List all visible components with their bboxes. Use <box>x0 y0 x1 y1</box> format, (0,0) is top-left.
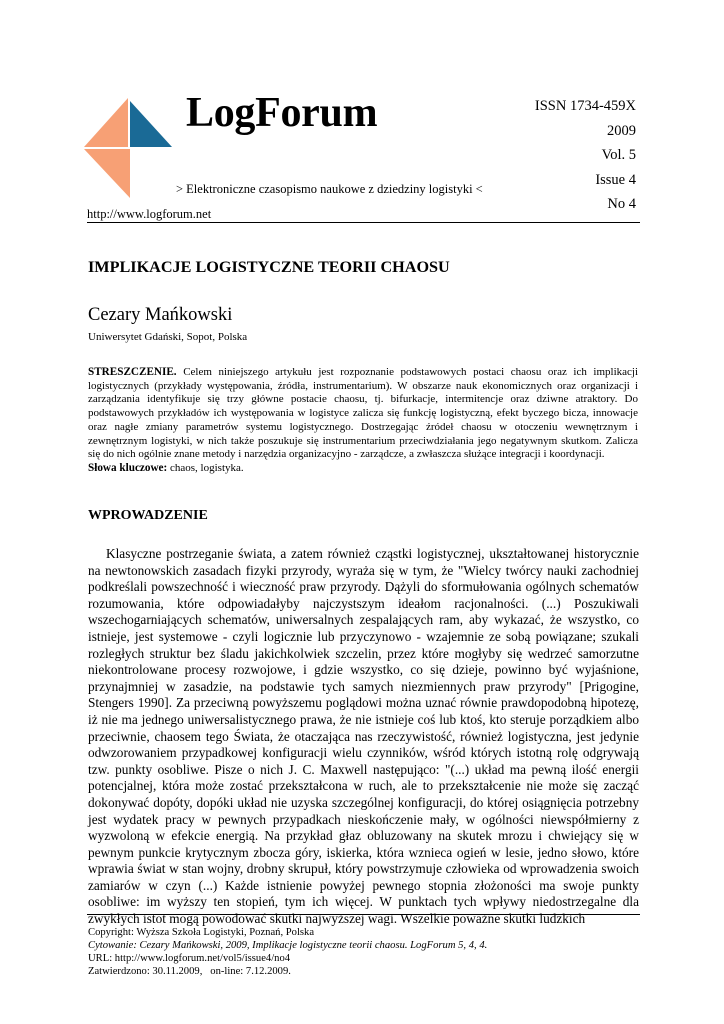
abstract-label: STRESZCZENIE. <box>88 366 177 378</box>
keywords-text: chaos, logistyka. <box>170 462 244 474</box>
body-paragraph: Klasyczne postrzeganie świata, a zatem również cząstki logistycznej, ukształtowanej historycznie na newtonowskich zasadach fizyki przyrody, wyraża się w tym, że "Wielcy twórcy nauki zachodniej podkreślali powszechność i wieczność praw przyrody. Dążyli do sformułowania ogólnych schematów rozumowania, które odpowiadałyby najczystszym ideałom racjonalności. (...) Poszukiwali wszechogarniających schematów, uniwersalnych zespalających ram, aby wykazać, że wszystko, co istnieje, jest systemowe - czyli logicznie lub przyczynowo - wzajemnie ze sobą powiązane; szukali rozległych struktur bez śladu jakichkolwiek szczelin, przez które mogłyby się wedrzeć samorzutne niekontrolowane procesy rozwojowe, i gdzie wszystko, co się dzieje, powinno być wyjaśnione, przynajmniej w zasadzie, na podstawie tych samych niezmiennych praw przyrody" [Prigogine, Stengers 1990]. Za przeciwną powyższemu poglądowi można uznać równie prawdopodobną hipotezę, iż nie ma jednego uniwersalistycznego prawa, że nie istnieje coś lub ktoś, kto steruje porządkiem albo przeciwnie, chaosem tego Świata, że otaczająca nas rzeczywistość, również logistyczna, jest jedynie odwzorowaniem przypadkowej konfiguracji wielu czynników, wśród których istotną rolę odgrywają tzw. punkty osobliwe. Pisze o nich J. C. Maxwell następująco: "(...) układ ma pewną ilość energii potencjalnej, która może zostać przekształcona w ruch, ale to przekształcenie nie może się zacząć dokonywać dopóty, dopóki układ nie uzyska szczególnej konfiguracji, do której osiągnięcia potrzebny jest wydatek pracy w pewnych przypadkach nieskończenie mały, w ogólności niewspółmierny z wyzwoloną w efekcie energią. Na przykład głaz obluzowany na skutek mrozu i chwiejący się w pewnym punkcie krytycznym zbocza góry, iskierka, która wznieca ogień w lesie, jedno słowo, które wprawia świat w stan wojny, drobny skrupuł, który powstrzymuje człowieka od wprowadzenia swoich zamiarów w czyn (...) Każde istnienie powyżej pewnego stopnia złożoności ma swoje punkty osobliwe: im wyższy ten stopień, tym ich więcej. W punktach tych wpływy niedostrzegalne dla zwykłych istot mogą powodować skutki najwyższej wagi. Wszelkie poważne skutki ludzkich <box>88 546 639 927</box>
publication-meta <box>535 94 636 217</box>
keywords-label: Słowa kluczowe: <box>88 462 168 474</box>
abstract <box>88 366 638 462</box>
logforum-logo <box>84 98 176 200</box>
logo-top-orange-triangle <box>84 98 128 147</box>
footer-dates: Zatwierdzono: 30.11.2009, on-line: 7.12.2009. <box>88 966 291 977</box>
author-name: Cezary Mańkowski <box>88 305 233 325</box>
volume: Vol. 5 <box>601 147 636 163</box>
footer <box>88 926 487 978</box>
footer-copyright: Copyright: Wyższa Szkoła Logistyki, Poznań, Polska <box>88 927 315 938</box>
logo-right-blue-triangle <box>130 101 172 147</box>
footer-url[interactable]: URL: http://www.logforum.net/vol5/issue4/no4 <box>88 953 291 964</box>
year: 2009 <box>607 122 636 139</box>
footer-citation: Cytowanie: Cezary Mańkowski, 2009, Implikacje logistyczne teorii chaosu. LogForum 5, 4, 4. <box>88 940 488 951</box>
journal-url[interactable]: http://www.logforum.net <box>87 207 212 221</box>
footer-divider <box>87 914 640 915</box>
number: No 4 <box>607 196 636 212</box>
issue: Issue 4 <box>595 171 636 188</box>
body-text <box>88 546 639 928</box>
header-divider <box>87 222 640 223</box>
issn: ISSN 1734-459X <box>534 98 636 114</box>
author-affiliation: Uniwersytet Gdański, Sopot, Polska <box>88 331 248 343</box>
article-title: IMPLIKACJE LOGISTYCZNE TEORII CHAOSU <box>88 258 450 276</box>
journal-subtitle: > Elektroniczne czasopismo naukowe z dziedziny logistyki < <box>176 182 483 196</box>
keywords <box>88 462 244 474</box>
journal-name: LogForum <box>186 90 378 136</box>
section-heading: WPROWADZENIE <box>88 508 208 523</box>
logo-bottom-orange-triangle <box>84 149 130 198</box>
abstract-text: Celem niniejszego artykułu jest rozpoznanie podstawowych postaci chaosu oraz ich implikacji logistycznych (przykłady występowania, źródła, instrumentarium). W obszarze nauk ekonomicznych oraz organizacji i zarządzania identyfikuje się trzy główne postacie chaosu, tj. bifurkacje, intermitencje oraz dziwne atraktory. Do podstawowych przykładów ich występowania w logistyce zalicza się funkcję logistyczną, efekt byczego bicza, innowacje oraz nagłe zmiany parametrów systemu logistycznego. Dostrzegając źródeł chaosu w otoczeniu wewnętrznym i zewnętrznym logistyki, w nich także poszukuje się instrumentarium przeciwdziałania jego negatywnym skutkom. Zalicza się do nich ogólnie znane metody i narzędzia organizacyjno - zarządcze, a zwłaszcza służące integracji i koordynacji. <box>88 366 639 461</box>
